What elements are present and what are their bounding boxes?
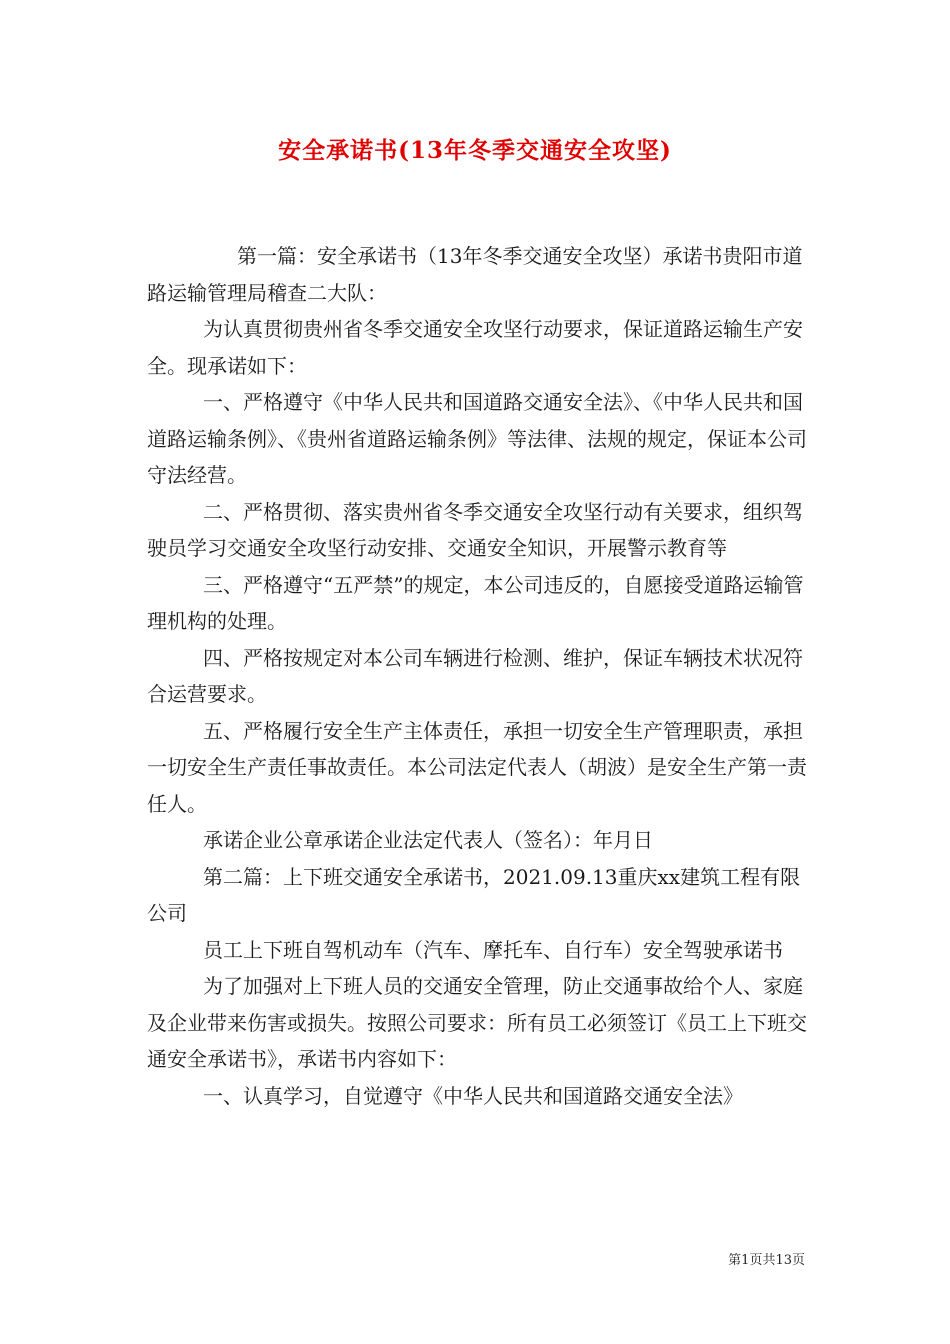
page-number: 第1页共13页 (728, 1253, 805, 1268)
paragraph: 为了加强对上下班人员的交通安全管理，防止交通事故给个人、家庭及企业带来伤害或损失。按照公司要求：所有员工必须签订《员工上下班交通安全承诺书》，承诺书内容如下： (147, 974, 807, 1071)
paragraph: 一、认真学习，自觉遵守《中华人民共和国道路交通安全法》 (203, 1083, 743, 1108)
document-body (147, 238, 807, 1114)
paragraph: 员工上下班自驾机动车（汽车、摩托车、自行车）安全驾驶承诺书 (203, 937, 783, 962)
paragraph: 五、严格履行安全生产主体责任，承担一切安全生产管理职责，承担一切安全生产责任事故责任。本公司法定代表人（胡波）是安全生产第一责任人。 (147, 718, 807, 816)
paragraph: 四、严格按规定对本公司车辆进行检测、维护，保证车辆技术状况符合运营要求。 (147, 645, 803, 706)
paragraph: 一、严格遵守《中华人民共和国道路交通安全法》、《中华人民共和国道路运输条例》、《贵州省道路运输条例》等法律、法规的规定，保证本公司守法经营。 (147, 390, 807, 487)
signature-line: 承诺企业公章承诺企业法定代表人（签名）：年月日 (203, 828, 653, 852)
section-heading: 第二篇：上下班交通安全承诺书，2021.09.13重庆xx建筑工程有限公司 (147, 864, 801, 925)
paragraph: 为认真贯彻贵州省冬季交通安全攻坚行动要求，保证道路运输生产安全。现承诺如下： (147, 317, 803, 378)
paragraph: 第一篇：安全承诺书（13年冬季交通安全攻坚）承诺书贵阳市道路运输管理局稽查二大队： (147, 244, 803, 305)
paragraph: 二、严格贯彻、落实贵州省冬季交通安全攻坚行动有关要求，组织驾驶员学习交通安全攻坚行动安排、交通安全知识，开展警示教育等 (147, 499, 803, 560)
paragraph: 三、严格遵守“五严禁”的规定，本公司违反的，自愿接受道路运输管理机构的处理。 (147, 572, 804, 633)
document-title: 安全承诺书(13年冬季交通安全攻坚) (278, 137, 672, 164)
